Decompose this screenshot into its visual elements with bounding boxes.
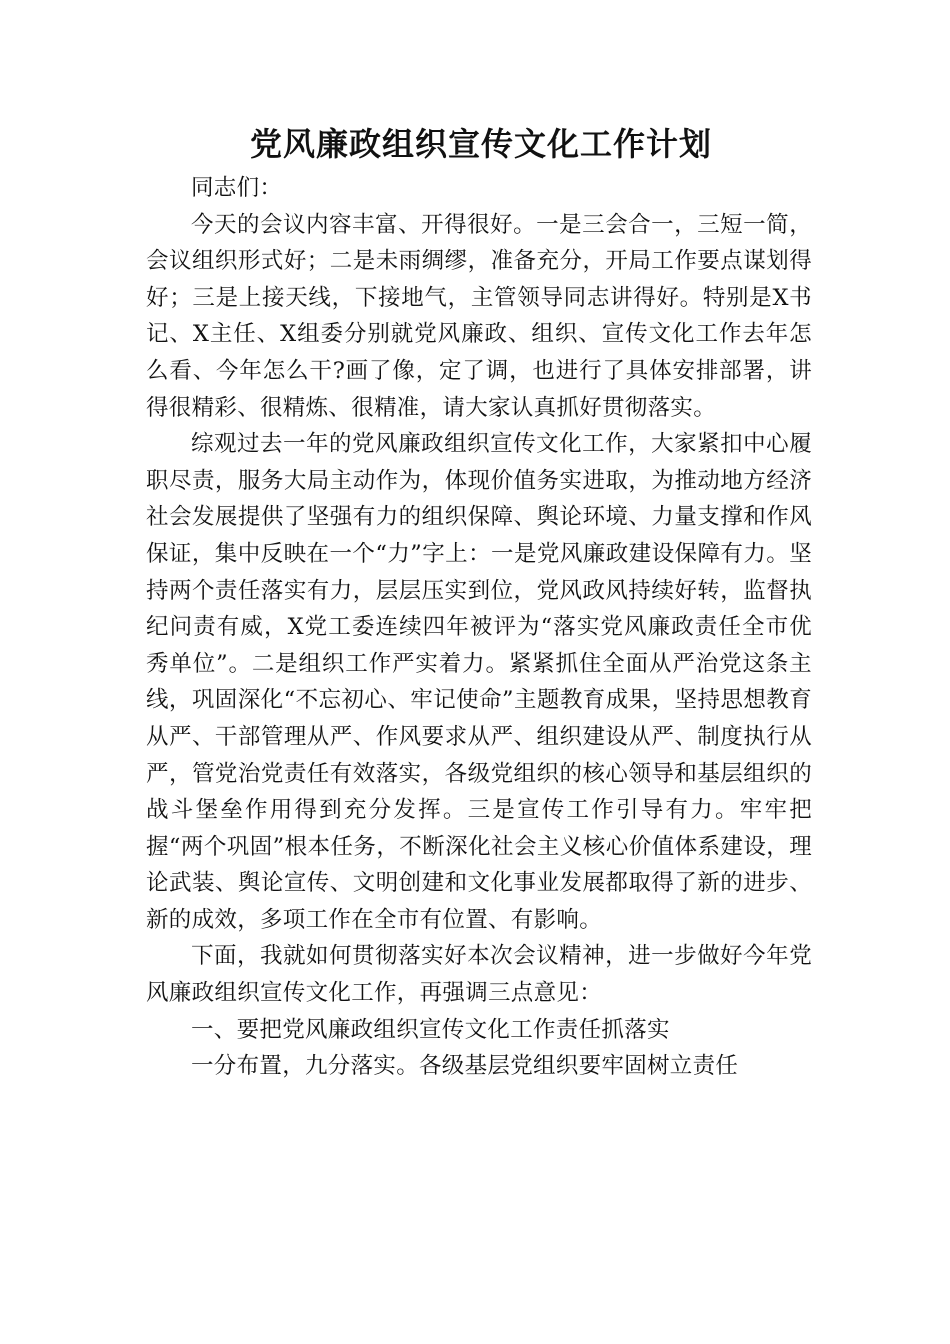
paragraph-review: 综观过去一年的党风廉政组织宣传文化工作，大家紧扣中心履职尽责，服务大局主动作为，体现价值务实进取，为推动地方经济社会发展提供了坚强有力的组织保障、舆论环境、力量支撑和作风保证，集中反映在一个“力”字上：一是党风廉政建设保障有力。坚持两个责任落实有力，层层压实到位，党风政风持续好转，监督执纪问责有威，X党工委连续四年被评为“落实党风廉政责任全市优秀单位”。二是组织工作严实着力。紧紧抓住全面从严治党这条主线，巩固深化“不忘初心、牢记使命”主题教育成果，坚持思想教育从严、干部管理从严、作风要求从严、组织建设从严、制度执行从严，管党治党责任有效落实，各级党组织的核心领导和基层组织的战斗堡垒作用得到充分发挥。三是宣传工作引导有力。牢牢把握“两个巩固”根本任务，不断深化社会主义核心价值体系建设，理论武装、舆论宣传、文明创建和文化事业发展都取得了新的进步、新的成效，多项工作在全市有位置、有影响。 — [146, 431, 812, 933]
document-page — [146, 118, 812, 1085]
section-heading-1: 一、要把党风廉政组织宣传文化工作责任抓落实 — [191, 1016, 670, 1043]
paragraph-section-1: 一分布置，九分落实。各级基层党组织要牢固树立责任 — [191, 1053, 739, 1080]
paragraph-transition: 下面，我就如何贯彻落实好本次会议精神，进一步做好今年党风廉政组织宣传文化工作，再强调三点意见： — [146, 943, 812, 1007]
salutation: 同志们： — [191, 175, 283, 201]
document-title: 党风廉政组织宣传文化工作计划 — [249, 125, 712, 163]
paragraph-opening: 今天的会议内容丰富、开得很好。一是三会合一，三短一简，会议组织形式好；二是未雨绸缪，准备充分，开局工作要点谋划得好；三是上接天线，下接地气，主管领导同志讲得好。特别是X书记、X主任、X组委分别就党风廉政、组织、宣传文化工作去年怎么看、今年怎么干?画了像，定了调，也进行了具体安排部署，讲得很精彩、很精炼、很精准，请大家认真抓好贯彻落实。 — [146, 211, 812, 421]
